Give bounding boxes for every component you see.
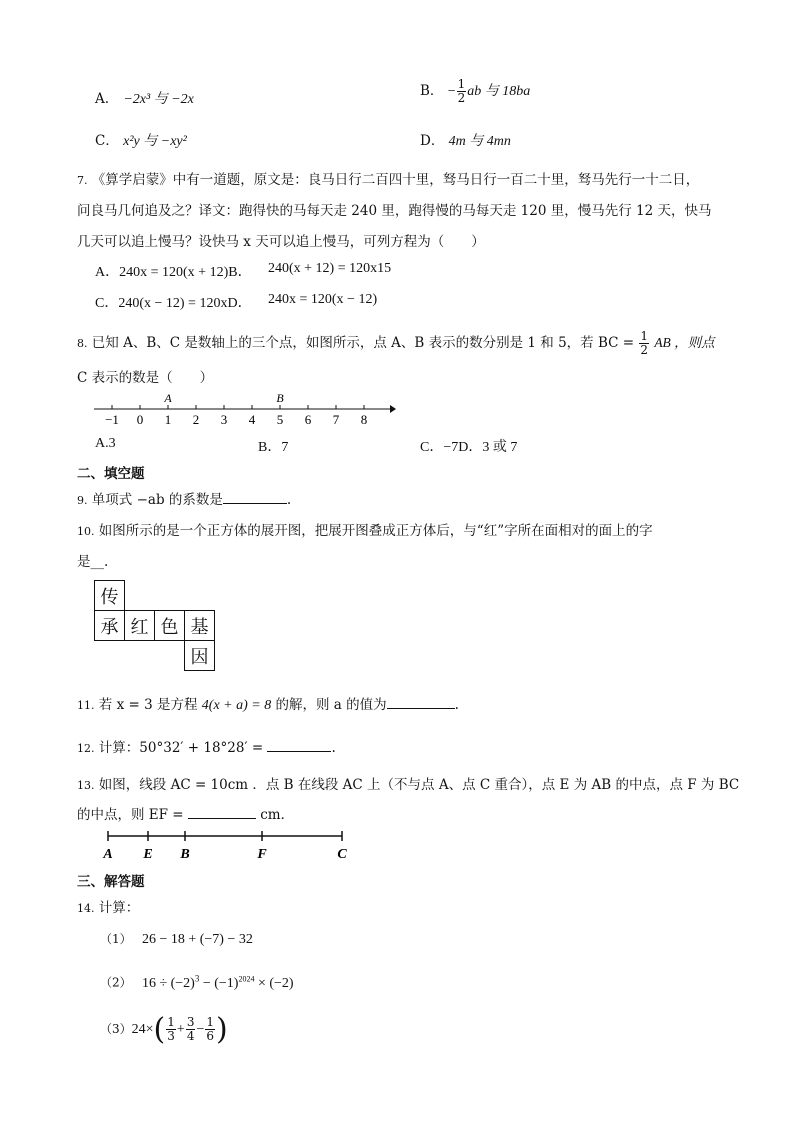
q14-part3: （3）24×( $\frac{1}{3}$ + $\frac{3}{4}$ − $\frac{1}{6}$ ) (100, 1012, 228, 1047)
q12 (77, 736, 336, 756)
q14-part2-expr: $16 \div (-2)^3 - (-1)^{2024} \times (-2)$ (141, 973, 294, 991)
cube-cell-cheng: 承 (95, 611, 125, 641)
section-fill-in-title: 二、填空题 (77, 466, 145, 482)
q11-end: . (454, 697, 459, 713)
q13-line1 (77, 773, 739, 793)
q11-number: 11. (77, 699, 95, 712)
number-line-arrow (390, 405, 396, 413)
q8-line2: C 表示的数是（ ） (77, 370, 214, 386)
q8-option-c: C．−7D．3 或 7 (420, 440, 518, 455)
q10-line1 (77, 519, 653, 539)
q7-option-a: A．240x = 120(x + 12)B． (95, 265, 252, 280)
q14-heading (77, 896, 139, 916)
q14-part1-label: （1） (100, 932, 132, 946)
q7-line2: 问良马几何追及之？译文：跑得快的马每天走 240 里，跑得慢的马每天走 120 里，慢马先行 12 天，快马 (77, 203, 712, 219)
cube-cell-chuan: 传 (95, 581, 125, 611)
point-b-label: B (276, 391, 284, 405)
q6-option-d-label: D． (420, 133, 445, 149)
section-solve-title: 三、解答题 (77, 874, 145, 890)
cube-cell-hong: 红 (125, 611, 155, 641)
number-line-tick-label: 3 (220, 412, 228, 427)
q13-answer-blank[interactable] (188, 805, 256, 820)
q11-answer-blank[interactable] (387, 695, 455, 710)
q7-option-b: 240(x + 12) = 120x15 (268, 261, 392, 276)
q6-option-a-expr: −2x³ 与 −2x (123, 92, 194, 107)
q6-option-a (95, 88, 194, 108)
q9-end: . (286, 492, 292, 508)
q8-option-a: A.3 (95, 436, 116, 451)
q10-line2: 是__. (77, 554, 109, 570)
cube-net (94, 580, 215, 671)
number-line-tick-label: 1 (164, 412, 172, 427)
q14-part2-label: （2） (100, 975, 132, 990)
q14-part3-label: （3） (100, 1022, 132, 1036)
q6-option-c-expr: x²y 与 −xy² (123, 134, 187, 149)
cube-cell-yin: 因 (185, 641, 215, 671)
q9-number: 9. (77, 494, 88, 507)
number-line-tick-label: 7 (332, 412, 340, 427)
q14-part1-expr: 26 − 18 + (−7) − 32 (141, 932, 253, 947)
q13-line2 (77, 803, 294, 823)
q14-part2 (100, 973, 294, 992)
q13-number: 13. (77, 779, 95, 792)
number-line-tick-label: 5 (276, 412, 284, 427)
number-line-tick-label: 0 (136, 412, 144, 427)
q6-option-d (420, 129, 511, 150)
q12-text: 计算：50°32′ + 18°28′ = (98, 740, 264, 756)
q11-text-b: 的解，则 a 的值为 (275, 697, 387, 713)
number-line-tick-label: 8 (360, 412, 368, 427)
q8-text1b: AB ，则点 (654, 335, 715, 350)
q11-text-a: 若 x = 3 是方程 (98, 697, 198, 713)
q7-line3: 几天可以追上慢马？设快马 x 天可以追上慢马，可列方程为（ ） (77, 234, 485, 250)
q10-text1: 如图所示的是一个正方体的展开图，把展开图叠成正方体后，与“红”字所在面相对的面上的字 (98, 523, 653, 539)
number-line-tick-label: 4 (248, 412, 256, 427)
q13-text1: 如图，线段 AC = 10cm ．点 B 在线段 AC 上（不与点 A、点 C 重合），点 E 为 AB 的中点，点 F 为 BC (98, 777, 740, 793)
q7-option-d: 240x = 120(x − 12) (268, 292, 378, 307)
q14-part1 (100, 930, 253, 948)
q14-title: 计算： (98, 900, 140, 916)
q6-option-a-label: A. (95, 91, 110, 107)
q9-text: 单项式 −ab 的系数是 (91, 492, 223, 508)
q6-option-b-fraction: $\frac{1}{2}$ (457, 77, 466, 105)
number-line-tick-label: −1 (105, 412, 119, 427)
q11 (77, 693, 459, 714)
cube-cell-se: 色 (155, 611, 185, 641)
q14-number: 14. (77, 902, 95, 915)
segment-point-label: A (103, 847, 113, 862)
q11-equation: 4(x + a) = 8 (201, 698, 272, 713)
q8-line1 (77, 330, 715, 357)
q10-number: 10. (77, 525, 95, 538)
q7-option-c: C．240(x − 12) = 120xD． (95, 296, 252, 311)
q8-option-b: B．7 (258, 440, 289, 455)
q6-option-c (95, 129, 187, 150)
point-a-label: A (164, 391, 172, 405)
q8-fraction: $\frac{1}{2}$ (640, 329, 649, 357)
segment-figure (96, 828, 356, 862)
q7-line1 (77, 168, 699, 188)
q12-number: 12. (77, 742, 95, 755)
q14-part3-prefix: 24× (131, 1022, 154, 1037)
q13-text2b: cm． (260, 807, 295, 823)
number-line-figure (90, 388, 400, 430)
q9-answer-blank[interactable] (223, 490, 287, 505)
segment-point-label: F (257, 847, 267, 862)
q9 (77, 488, 291, 508)
q12-answer-blank[interactable] (267, 738, 331, 753)
number-line-tick-label: 6 (304, 412, 312, 427)
cube-cell-ji: 基 (185, 611, 215, 641)
segment-point-label: B (180, 847, 190, 862)
q12-end: . (331, 740, 336, 756)
q8-number: 8. (77, 337, 88, 350)
q7-number: 7. (77, 174, 88, 187)
segment-point-label: C (337, 847, 347, 862)
q6-option-c-label: C． (95, 133, 119, 149)
q6-option-b: B． − $\frac{1}{2}$ ab 与 18ba (420, 77, 531, 105)
q6-option-b-expr: ab 与 18ba (467, 84, 531, 99)
segment-point-label: E (143, 847, 153, 862)
q6-option-d-expr: 4m 与 4mn (448, 134, 511, 149)
q13-text2a: 的中点，则 EF = (77, 807, 184, 823)
q7-text1: 《算学启蒙》中有一道题，原文是：良马日行二百四十里，驽马日行一百二十里，驽马先行一十二日， (91, 172, 700, 188)
q8-text1a: 已知 A、B、C 是数轴上的三个点，如图所示，点 A、B 表示的数分别是 1 和 5，若 BC = (91, 335, 635, 351)
q6-option-b-label: B． (420, 83, 444, 99)
number-line-tick-label: 2 (192, 412, 200, 427)
